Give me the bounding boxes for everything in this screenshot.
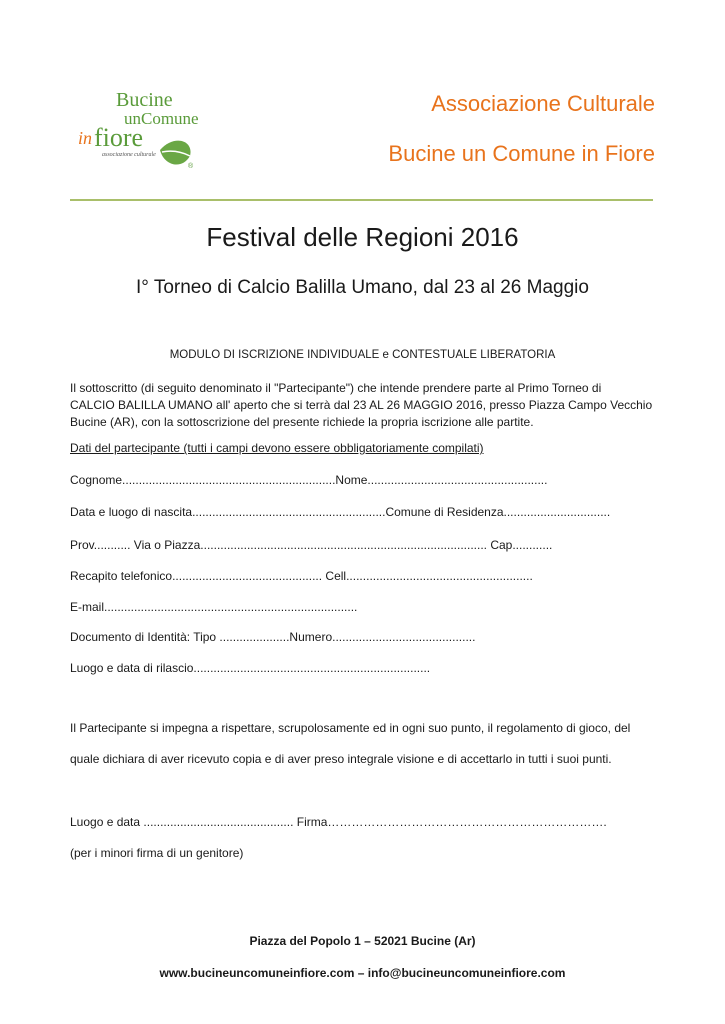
logo-word-fiore: fiore <box>94 123 144 152</box>
commitment-line: quale dichiara di aver ricevuto copia e di aver preso integrale visione e di accettarlo in tutti i suoi punti. <box>70 752 612 766</box>
registered-mark: ® <box>188 163 194 170</box>
form-heading: MODULO DI ISCRIZIONE INDIVIDUALE e CONTESTUALE LIBERATORIA <box>169 349 556 361</box>
logo-tagline: associazione culturale <box>102 152 156 158</box>
footer-contacts: www.bucineuncomuneinfiore.com – info@bucineuncomuneinfiore.com <box>159 966 566 980</box>
minor-note: (per i minori firma di un genitore) <box>70 846 244 860</box>
fields-heading: Dati del partecipante (tutti i campi devono essere obbligatoriamente compilati) <box>70 441 484 455</box>
field-documento[interactable]: Documento di Identità: Tipo .....................Numero........................................... <box>70 630 476 644</box>
intro-line: Il sottoscritto (di seguito denominato il "Partecipante") che intende prendere parte al Primo Torneo di <box>70 381 602 395</box>
leaf-icon <box>160 141 191 165</box>
field-telefono-cell[interactable]: Recapito telefonico............................................. Cell........................................................ <box>70 569 533 583</box>
footer-address: Piazza del Popolo 1 – 52021 Bucine (Ar) <box>249 934 476 948</box>
intro-line: CALCIO BALILLA UMANO all' aperto che si terrà dal 23 AL 26 MAGGIO 2016, presso Piazza Campo Vecchio <box>70 398 653 412</box>
field-cognome-nome[interactable]: Cognome................................................................Nome...................................................... <box>70 473 548 487</box>
field-indirizzo[interactable]: Prov........... Via o Piazza...................................................................................... Cap............ <box>70 538 553 552</box>
intro-paragraph <box>70 380 660 431</box>
logo-word-bucine: Bucine <box>116 89 173 111</box>
logo-graphic <box>78 86 208 178</box>
logo <box>78 86 208 178</box>
field-rilascio[interactable]: Luogo e data di rilascio....................................................................... <box>70 661 431 675</box>
intro-line: Bucine (AR), con la sottoscrizione del presente richiede la propria iscrizione alle partite. <box>70 415 534 429</box>
org-name-line1: Associazione Culturale <box>431 91 655 116</box>
logo-word-uncomune: unComune <box>124 109 199 128</box>
logo-word-in: in <box>78 128 93 148</box>
signature-line[interactable]: Luogo e data ............................................. Firma……………………………………………………………. <box>70 815 607 829</box>
org-name-line2: Bucine un Comune in Fiore <box>388 141 655 166</box>
field-email[interactable]: E-mail............................................................................ <box>70 600 358 614</box>
page-subtitle: I° Torneo di Calcio Balilla Umano, dal 23 al 26 Maggio <box>136 277 589 298</box>
commitment-line: Il Partecipante si impegna a rispettare, scrupolosamente ed in ogni suo punto, il regolamento di gioco, del <box>70 721 631 735</box>
field-nascita-residenza[interactable]: Data e luogo di nascita..........................................................Comune di Residenza................................ <box>70 505 611 519</box>
page-title: Festival delle Regioni 2016 <box>206 222 519 252</box>
header-divider <box>70 199 653 201</box>
